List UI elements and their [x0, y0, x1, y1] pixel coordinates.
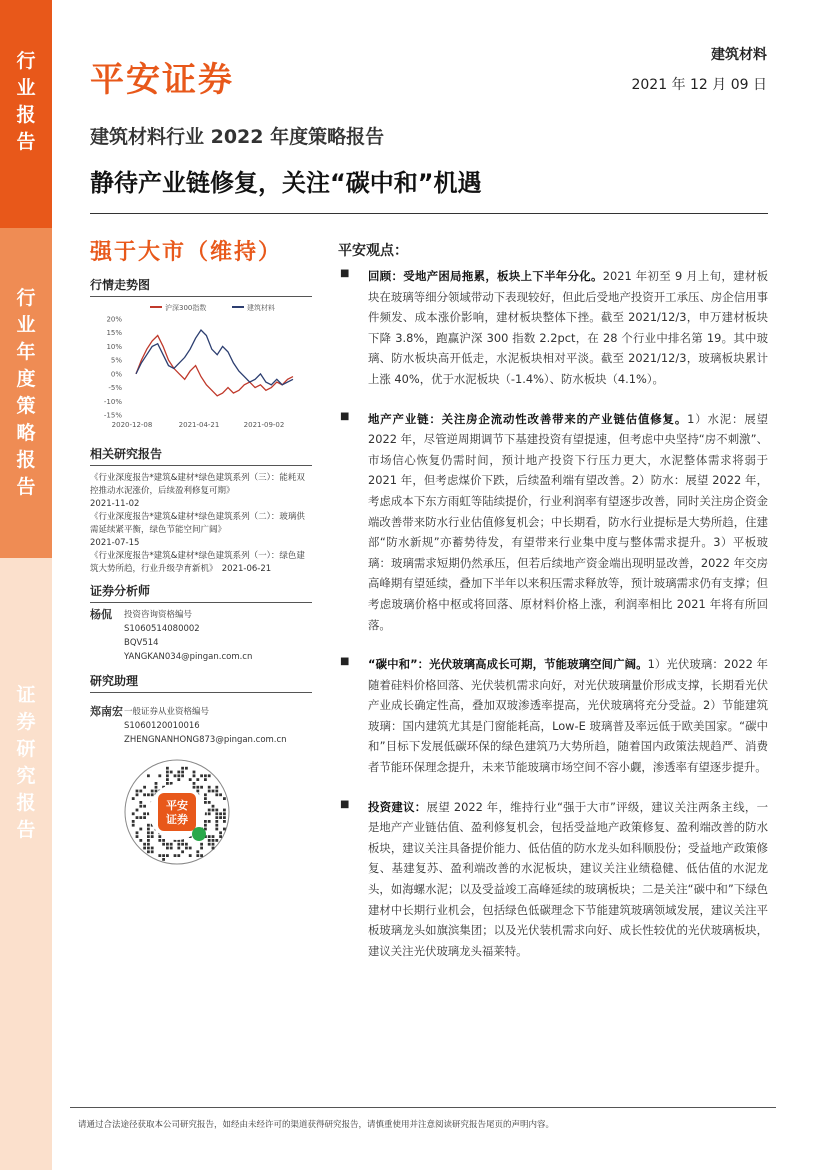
- sidebar-char: 行: [16, 287, 36, 309]
- sidebar-label-industry-report: [0, 48, 52, 156]
- analyst-title: 证券分析师: [90, 582, 312, 603]
- viewpoint-text: 展望 2022 年，维持行业“强于大市”评级，建议关注两条主线，一是地产产业链估值、盈利修复机会，包括受益地产政策修复、盈利端改善的防水板块，建议关注具备提价能力、低估值的防水龙头如科顺股份；受益地产政策修复、基建复苏、盈利端改善的水泥板块，建议关注业绩稳健、低估值的水泥龙头，如海螺水泥；以及受益竣工高峰延续的玻璃板块；二是关注“碳中和”下绿色建材中长期行业机会，包括绿色低碳理念下节能建筑玻璃领域发展，建议关注平板玻璃龙头如旗滨集团；以及光伏装机需求向好、成长性较优的光伏玻璃板块，建议关注光伏玻璃龙头福莱特。: [368, 799, 768, 958]
- sidebar-char: 报: [16, 104, 36, 126]
- viewpoint-list: [338, 266, 768, 961]
- related-reports-list: [90, 472, 312, 576]
- report-title: 静待产业链修复，关注“碳中和”机遇: [90, 169, 482, 197]
- y-tick-label: -10%: [103, 397, 122, 406]
- related-report-item: 《行业深度报告*建筑&建材*绿色建筑系列（三）：能耗双控推动水泥涨价，后续盈利修复可期》: [90, 473, 305, 496]
- analyst-detail-line: 投资咨询资格编号: [124, 610, 193, 620]
- y-tick-label: 20%: [106, 315, 122, 324]
- sidebar-char: 略: [16, 422, 36, 444]
- analyst-detail-line: YANGKAN034@pingan.com.cn: [124, 652, 253, 662]
- y-tick-label: 0%: [110, 370, 122, 379]
- qr-code: [122, 757, 232, 867]
- analyst-name: 杨侃: [90, 608, 112, 621]
- assistant-details: [124, 705, 287, 747]
- analyst-detail-line: BQV514: [124, 638, 159, 648]
- viewpoint-paragraph: [368, 654, 768, 778]
- related-report-item: 《行业深度报告*建筑&建材*绿色建筑系列（一）：绿色建筑大势所趋，行业升级孕育新机》 2021-06-21: [90, 551, 305, 574]
- y-tick-label: -5%: [108, 384, 122, 393]
- viewpoint-paragraph: [368, 266, 768, 390]
- report-date: 2021 年 12 月 09 日: [631, 77, 767, 93]
- sidebar-char: 业: [16, 77, 36, 99]
- qr-logo-text-2: 证券: [166, 813, 188, 826]
- viewpoint-item: [338, 409, 768, 636]
- series-line-0: [136, 336, 293, 396]
- header-divider: [90, 213, 768, 214]
- viewpoint-lead: 投资建议：: [368, 799, 427, 814]
- bullet-square-icon: ■: [340, 268, 350, 279]
- x-tick-label: 2020-12-08: [111, 421, 153, 429]
- assistant-block: [90, 705, 312, 747]
- qr-logo-text-1: 平安: [166, 799, 188, 812]
- x-tick-label: 2021-09-02: [243, 421, 285, 429]
- sidebar-char: 度: [16, 368, 36, 390]
- assistant-name: 郑南宏: [90, 705, 123, 718]
- sidebar-char: 研: [16, 738, 36, 760]
- sidebar-char: 策: [16, 395, 36, 417]
- left-column: [90, 232, 312, 867]
- sidebar-char: 业: [16, 314, 36, 336]
- analyst-details: [124, 608, 252, 664]
- y-tick-label: 5%: [110, 356, 122, 365]
- brand-logo: 平安证券: [90, 60, 234, 100]
- assistant-detail-line: 一般证券从业资格编号: [124, 707, 210, 717]
- viewpoint-item: [338, 266, 768, 390]
- viewpoint-text: 1）光伏玻璃：2022 年随着硅料价格回落、光伏装机需求向好，对光伏玻璃量价形成支撑，长期看光伏产业成长确定性高，叠加双玻渗透率提高，光伏玻璃将充分受益。2）节能建筑玻璃：国内建筑尤其是门窗能耗高，Low-E 玻璃普及率远低于欧美国家。“碳中和”目标下发展低碳环保的绿色建筑乃大势所趋，随着国内政策法规趋严、消费者节能环保理念提升，未来节能玻璃市场空间不容小觑，渗透率有望逐步提升。: [368, 657, 768, 775]
- sidebar-char: 究: [16, 765, 36, 787]
- viewpoint-item: [338, 797, 768, 962]
- related-report-item: 《行业深度报告*建筑&建材*绿色建筑系列（二）：玻璃供需延续紧平衡，绿色节能空间广阔》: [90, 512, 305, 535]
- viewpoint-lead: “碳中和”：光伏玻璃高成长可期，节能玻璃空间广阔。: [368, 657, 648, 672]
- viewpoint-paragraph: [368, 409, 768, 636]
- assistant-detail-line: S1060120010016: [124, 721, 200, 731]
- market-chart-title: 行情走势图: [90, 276, 312, 297]
- footer-divider: [70, 1107, 776, 1108]
- market-trend-chart: [90, 297, 312, 437]
- sidebar-char: 券: [16, 711, 36, 733]
- analyst-detail-line: S1060514080002: [124, 624, 200, 634]
- market-trend-chart-svg: [90, 297, 312, 437]
- sidebar-char: 报: [16, 792, 36, 814]
- x-tick-label: 2021-04-21: [178, 421, 220, 429]
- viewpoint-paragraph: [368, 797, 768, 962]
- wechat-icon: [192, 827, 206, 841]
- viewpoint-lead: 回顾：受地产困局拖累，板块上下半年分化。: [368, 269, 603, 283]
- sidebar-char: 年: [16, 341, 36, 363]
- viewpoint-lead: 地产产业链：关注房企流动性改善带来的产业链估值修复。: [368, 411, 688, 426]
- report-subtitle: 建筑材料行业 2022 年度策略报告: [90, 126, 385, 148]
- analyst-block: [90, 608, 312, 664]
- y-tick-label: -15%: [103, 411, 122, 420]
- legend-label: 沪深300指数: [165, 304, 207, 312]
- related-report-item: 2021-07-15: [90, 538, 140, 548]
- viewpoint-text: 2021 年初至 9 月上旬，建材板块在玻璃等细分领域带动下表现较好，但此后受地产投资开工承压、房企信用事件频发、成本涨价影响，建材板块整体下挫。截至 2021/12/3，申万建材板块下降 3.8%，跑赢沪深 300 指数 2.2pct，在 28 个行业中排名第 19。其中玻璃、防水板块高开低走，水泥板块相对平淡。截至 2021/12/3，玻璃板块累计上涨 40%，优于水泥板块（-1.4%）、防水板块（4.1%）。: [368, 269, 768, 386]
- sidebar: [0, 0, 52, 1170]
- sidebar-char: 告: [16, 131, 36, 153]
- related-reports-title: 相关研究报告: [90, 445, 312, 466]
- sidebar-char: 行: [16, 50, 36, 72]
- sidebar-block-research: [0, 558, 52, 1170]
- bullet-square-icon: ■: [340, 410, 350, 422]
- footer-disclaimer: 请通过合法途径获取本公司研究报告，如经由未经许可的渠道获得研究报告，请慎重使用并注意阅读研究报告尾页的声明内容。: [78, 1120, 555, 1130]
- y-tick-label: 15%: [106, 329, 122, 338]
- sidebar-char: 报: [16, 449, 36, 471]
- assistant-title: 研究助理: [90, 672, 312, 693]
- assistant-detail-line: ZHENGNANHONG873@pingan.com.cn: [124, 735, 287, 745]
- industry-label: 建筑材料: [711, 47, 767, 63]
- legend-label: 建筑材料: [247, 304, 275, 312]
- sidebar-char: 告: [16, 476, 36, 498]
- sidebar-label-annual-strategy: [0, 285, 52, 501]
- related-report-item: 2021-11-02: [90, 499, 140, 509]
- viewpoint-heading: 平安观点：: [338, 243, 408, 259]
- bullet-square-icon: ■: [340, 656, 350, 668]
- right-column: [338, 240, 768, 980]
- bullet-square-icon: ■: [340, 798, 350, 810]
- viewpoint-text: 1）水泥：展望 2022 年，尽管逆周期调节下基建投资有望提速，但考虑中央坚持“房不刺激”、市场信心恢复仍需时间，预计地产投资下行压力更大，水泥整体需求将弱于 2021 年，但考虑煤价下跌，后续盈利端有望改善。2）防水：展望 2022 年，考虑成本下东方雨虹等陆续提价，行业利润率有望逐步改善，同时关注房企资金端改善带来防水行业估值修复机会；中长期看，防水行业提标是大势所趋，住建部“防水新规”亦蓄势待发，有望带来行业集中度与整体需求提升。3）平板玻璃：玻璃需求短期仍然承压，但若后续地产资金端出现明显改善，2022 年交房高峰期有望延续，叠加下半年以来积压需求释放等，预计玻璃需求仍有支撑；但考虑玻璃价格中枢或将回落、原材料价格上涨，利润率相比 2021 年将有所回落。: [368, 411, 768, 632]
- y-tick-label: 10%: [106, 342, 122, 351]
- sidebar-char: 告: [16, 819, 36, 841]
- sidebar-label-securities-research: [0, 682, 52, 844]
- viewpoint-item: [338, 654, 768, 778]
- rating-badge: 强于大市（维持）: [90, 240, 283, 265]
- sidebar-char: 证: [16, 684, 36, 706]
